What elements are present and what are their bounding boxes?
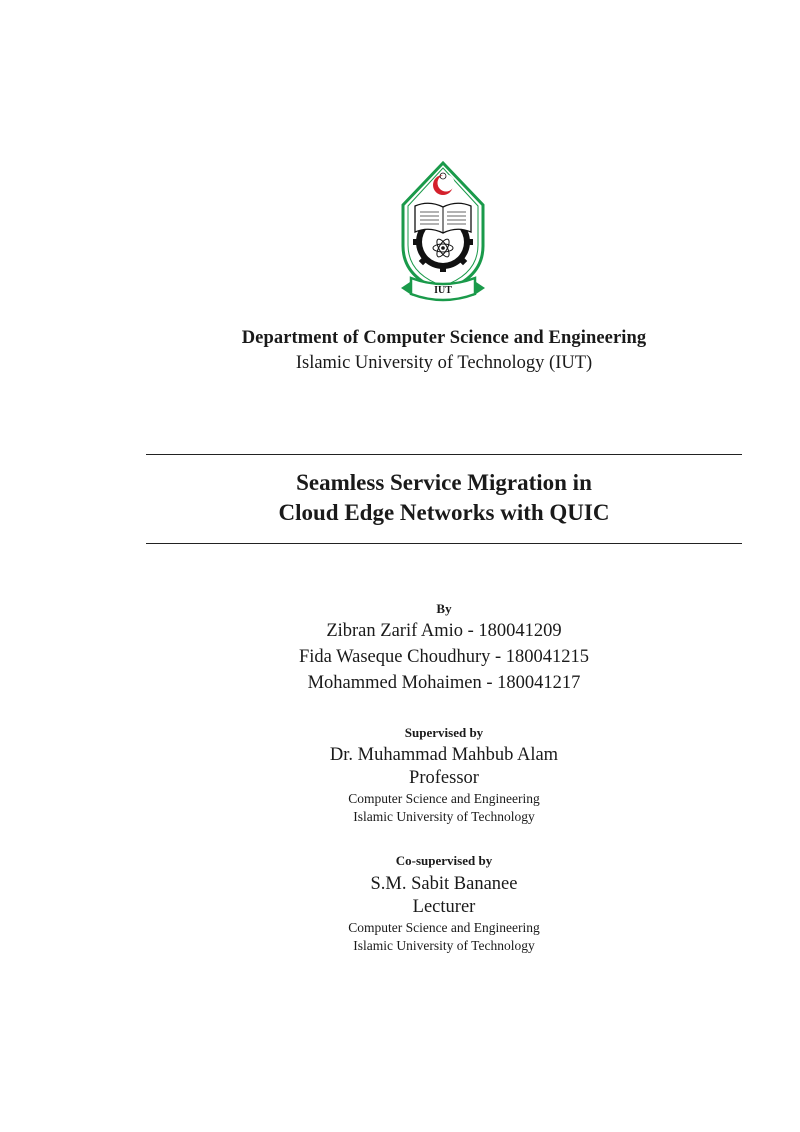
iut-logo [393,160,493,302]
by-label: By [436,601,452,616]
cosupervisor-institution: Islamic University of Technology [353,938,535,953]
title-rule-top [146,454,742,455]
co-supervised-by-label: Co-supervised by [395,853,493,868]
author-item: Fida Waseque Choudhury - 180041215 [298,647,590,667]
author-item: Zibran Zarif Amio - 180041209 [326,621,562,641]
title-line-1: Seamless Service Migration in [296,470,592,495]
logo-text: IUT [434,285,452,296]
title-line-2: Cloud Edge Networks with QUIC [278,500,610,525]
cosupervisor-name: S.M. Sabit Bananee [370,874,518,894]
thesis-title [146,468,742,528]
university-name: Islamic University of Technology (IUT) [295,353,593,373]
cosupervisor-position: Lecturer [412,897,476,917]
author-item: Mohammed Mohaimen - 180041217 [307,673,581,693]
supervised-by-label: Supervised by [404,725,484,740]
supervisor-institution: Islamic University of Technology [353,809,535,824]
supervisor-department: Computer Science and Engineering [348,791,540,806]
supervisor-name: Dr. Muhammad Mahbub Alam [329,745,559,765]
cosupervisor-department: Computer Science and Engineering [348,920,540,935]
department-name: Department of Computer Science and Engineering [241,328,647,348]
supervisor-position: Professor [409,768,479,788]
cosupervisor-info [146,873,742,955]
title-rule-bottom [146,543,742,544]
author-list [146,618,742,696]
supervisor-info [146,744,742,826]
